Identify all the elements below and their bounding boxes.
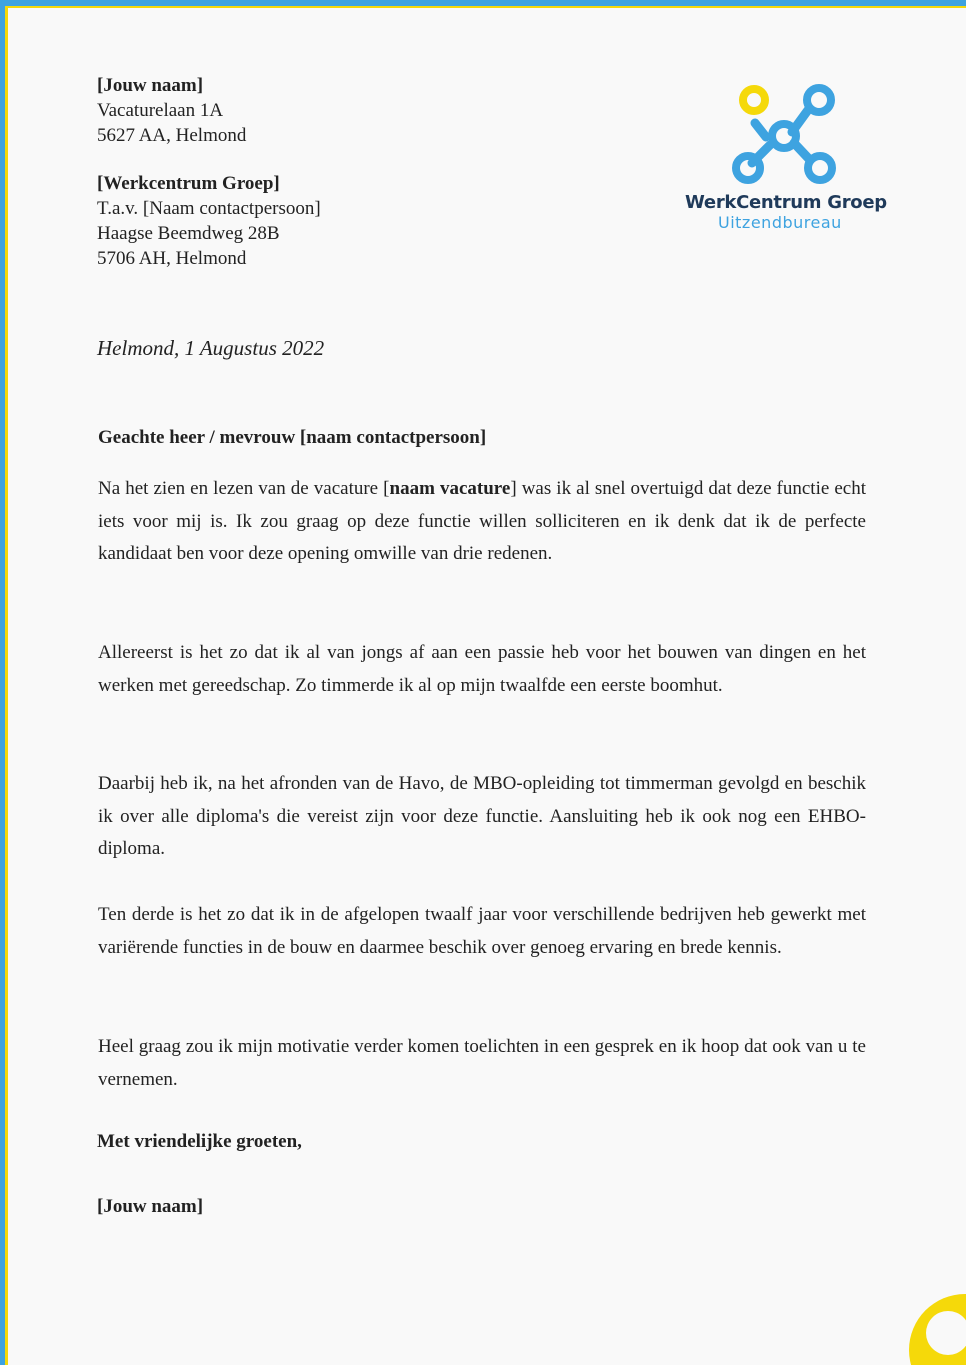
sender-city: 5627 AA, Helmond [97,125,247,146]
recipient-city: 5706 AH, Helmond [97,248,247,269]
letter-date: Helmond, 1 Augustus 2022 [97,336,325,360]
body-paragraph-1 [98,473,866,571]
body-paragraph-5: Heel graag zou ik mijn motivatie verder komen toelichten in een gesprek en ik hoop dat ook van u te vernemen. [98,1036,866,1090]
recipient-address [97,171,321,271]
recipient-attention: T.a.v. [Naam contactpersoon] [97,198,321,219]
p1-text-before: Na het zien en lezen van de vacature [ [98,478,390,499]
sender-address [97,73,246,148]
body-paragraph-4: Ten derde is het zo dat ik in de afgelopen twaalf jaar voor verschillende bedrijven heb gewerkt met variërende functies in de bouw en daarmee beschik over genoeg ervaring en brede kennis. [98,904,866,958]
frame-left-accent [5,6,8,1365]
frame-top-accent [0,6,966,8]
logo-subtitle: Uitzendbureau [718,213,842,232]
sender-name: [Jouw naam] [97,75,204,96]
recipient-street: Haagse Beemdweg 28B [97,223,280,244]
body-paragraph-3: Daarbij heb ik, na het afronden van de Havo, de MBO-opleiding tot timmerman gevolgd en beschik ik over alle diploma's die vereist zijn voor deze functie. Aansluiting heb ik ook nog een EHBO-diploma. [98,773,866,860]
yellow-ring-decoration [890,1275,966,1365]
p1-job-title: naam vacature [389,478,511,499]
closing: Met vriendelijke groeten, [97,1131,302,1152]
greeting: Geachte heer / mevrouw [naam contactpersoon] [98,427,487,448]
sender-street: Vacaturelaan 1A [97,100,224,121]
p1-text-after: ] was ik al snel overtuigd dat deze functie echt iets voor mij is. Ik zou graag op deze functie willen solliciteren en ik denk dat ik de perfecte kandidaat ben voor deze opening omwille van drie redenen. [98,478,867,565]
body-paragraph-2: Allereerst is het zo dat ik al van jongs af aan een passie heb voor het bouwen van dingen en het werken met gereedschap. Zo timmerde ik al op mijn twaalfde een eerste boomhut. [98,642,866,696]
recipient-company: [Werkcentrum Groep] [97,173,280,194]
logo-company-name: WerkCentrum Groep [685,192,887,213]
signature-name: [Jouw naam] [97,1196,204,1217]
